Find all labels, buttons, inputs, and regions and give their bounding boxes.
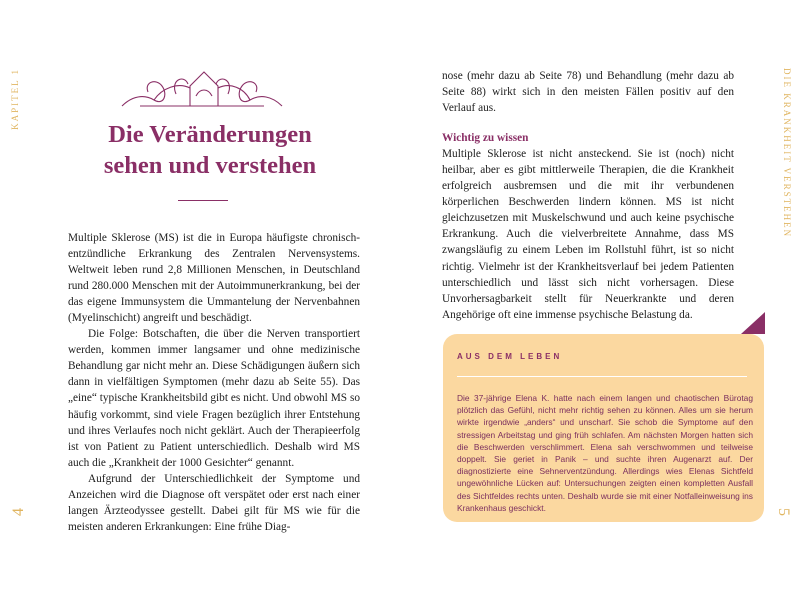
left-body-text [68, 230, 360, 535]
body-paragraph: Aufgrund der Unterschiedlichkeit der Symptome und Anzeichen wird die Diagnose oft verspätet oder erst nach einer langen Ärzteodyssee gestellt. Dabei gilt für MS wie für die meisten anderen Erkrankungen: Eine frühe Diag- [68, 472, 360, 533]
page-title [60, 119, 360, 181]
box-corner-triangle-icon [741, 312, 765, 334]
chapter-label-left: KAPITEL 1 [10, 68, 20, 130]
story-box-text: Die 37-jährige Elena K. hatte nach einem langen und chaotischen Bürotag plötzlich das Gefühl, nicht mehr richtig sehen zu können. Alles um sie herum wirkte irgendwie „anders“ und unscharf. Sie schob die Symptome auf den stressigen Arbeitstag und ging früh schlafen. Am nächsten Morgen hatten sich die Beschwerden verschlimmert. Elena sah verschwommen und teilweise doppelt. Sie geriet in Panik – und suchte ihren Augenarzt auf. Der diagnostizierte eine Sehnerventzündung. Allerdings wies Elenas Sichtfeld ungewöhnliche Lücken auf: Untersuchungen zeigten einen kompletten Ausfall des Sichtfeldes rechts unten. Deshalb wurde sie mit einer Notfalleinweisung ins Krankenhaus geschickt. [457, 393, 753, 513]
story-box-divider [457, 376, 747, 377]
title-divider [178, 200, 228, 201]
page-number-left: 4 [10, 508, 27, 516]
continuation-paragraph: nose (mehr dazu ab Seite 78) und Behandlung (mehr dazu ab Seite 88) wirkt sich in den meisten Fällen positiv auf den Verlauf aus. [442, 70, 734, 115]
body-paragraph: Die Folge: Botschaften, die über die Nerven transportiert werden, kommen immer langsamer und ohne medizinische Behandlung gar nicht mehr an. Diese Schädigungen äußern sich dann in vielfältigen Symptomen (mehr dazu ab Seite 55). Das „eine“ typische Krankheitsbild gibt es nicht. Und obwohl MS so häufig vorkommt, sind viele Fragen bezüglich ihrer Entstehung und ihres Verlaufes noch nicht geklärt. Auch der Therapieerfolg ist von Patient zu Patient unterschiedlich. Deshalb wird MS auch die „Krankheit der 1000 Gesichter“ genannt. [68, 328, 360, 469]
right-body-text [442, 68, 734, 323]
page-number-right: 5 [775, 508, 792, 516]
story-box-heading: AUS DEM LEBEN [457, 352, 563, 361]
right-page [400, 0, 800, 593]
section-heading: Wichtig zu wissen [442, 132, 529, 145]
story-box [443, 334, 764, 522]
heart-house-ornament-icon [118, 66, 286, 114]
title-line-2: sehen und verstehen [103, 152, 317, 179]
title-line-1: Die Veränderungen [108, 121, 312, 148]
chapter-label-right: DIE KRANKHEIT VERSTEHEN [782, 68, 792, 239]
body-paragraph: Multiple Sklerose ist nicht ansteckend. Sie ist (noch) nicht heilbar, aber es gibt mittlerweile Therapien, die die Krankheit erfolgreich ausbremsen und die mit ihr verbundenen körperlichen Beschwerden lindern können. MS ist nicht gleichzusetzen mit Muskelschwund und auch keine psychische Erkrankung. Auch die vielverbreitete Annahme, dass MS zwangsläufig zu einem Leben im Rollstuhl führt, ist so nicht richtig. Vielmehr ist der Krankheitsverlauf bei jedem Patienten unterschiedlich und lässt sich nicht vorhersagen. Diese Unvorhersagbarkeit stellt für Neuerkrankte und deren Angehörige oft eine immense psychische Belastung da. [442, 148, 734, 321]
body-paragraph: Multiple Sklerose (MS) ist die in Europa häufigste chronisch-entzündliche Erkrankung des Zentralen Nervensystems. Weltweit leben rund 2,8 Millionen Menschen, in Deutschland rund 280.000 Menschen mit der Autoimmunerkrankung, bei der das eigene Immunsystem die Ummantelung der Nervenbahnen (Myelinschicht) angreift und beschädigt. [68, 232, 360, 325]
